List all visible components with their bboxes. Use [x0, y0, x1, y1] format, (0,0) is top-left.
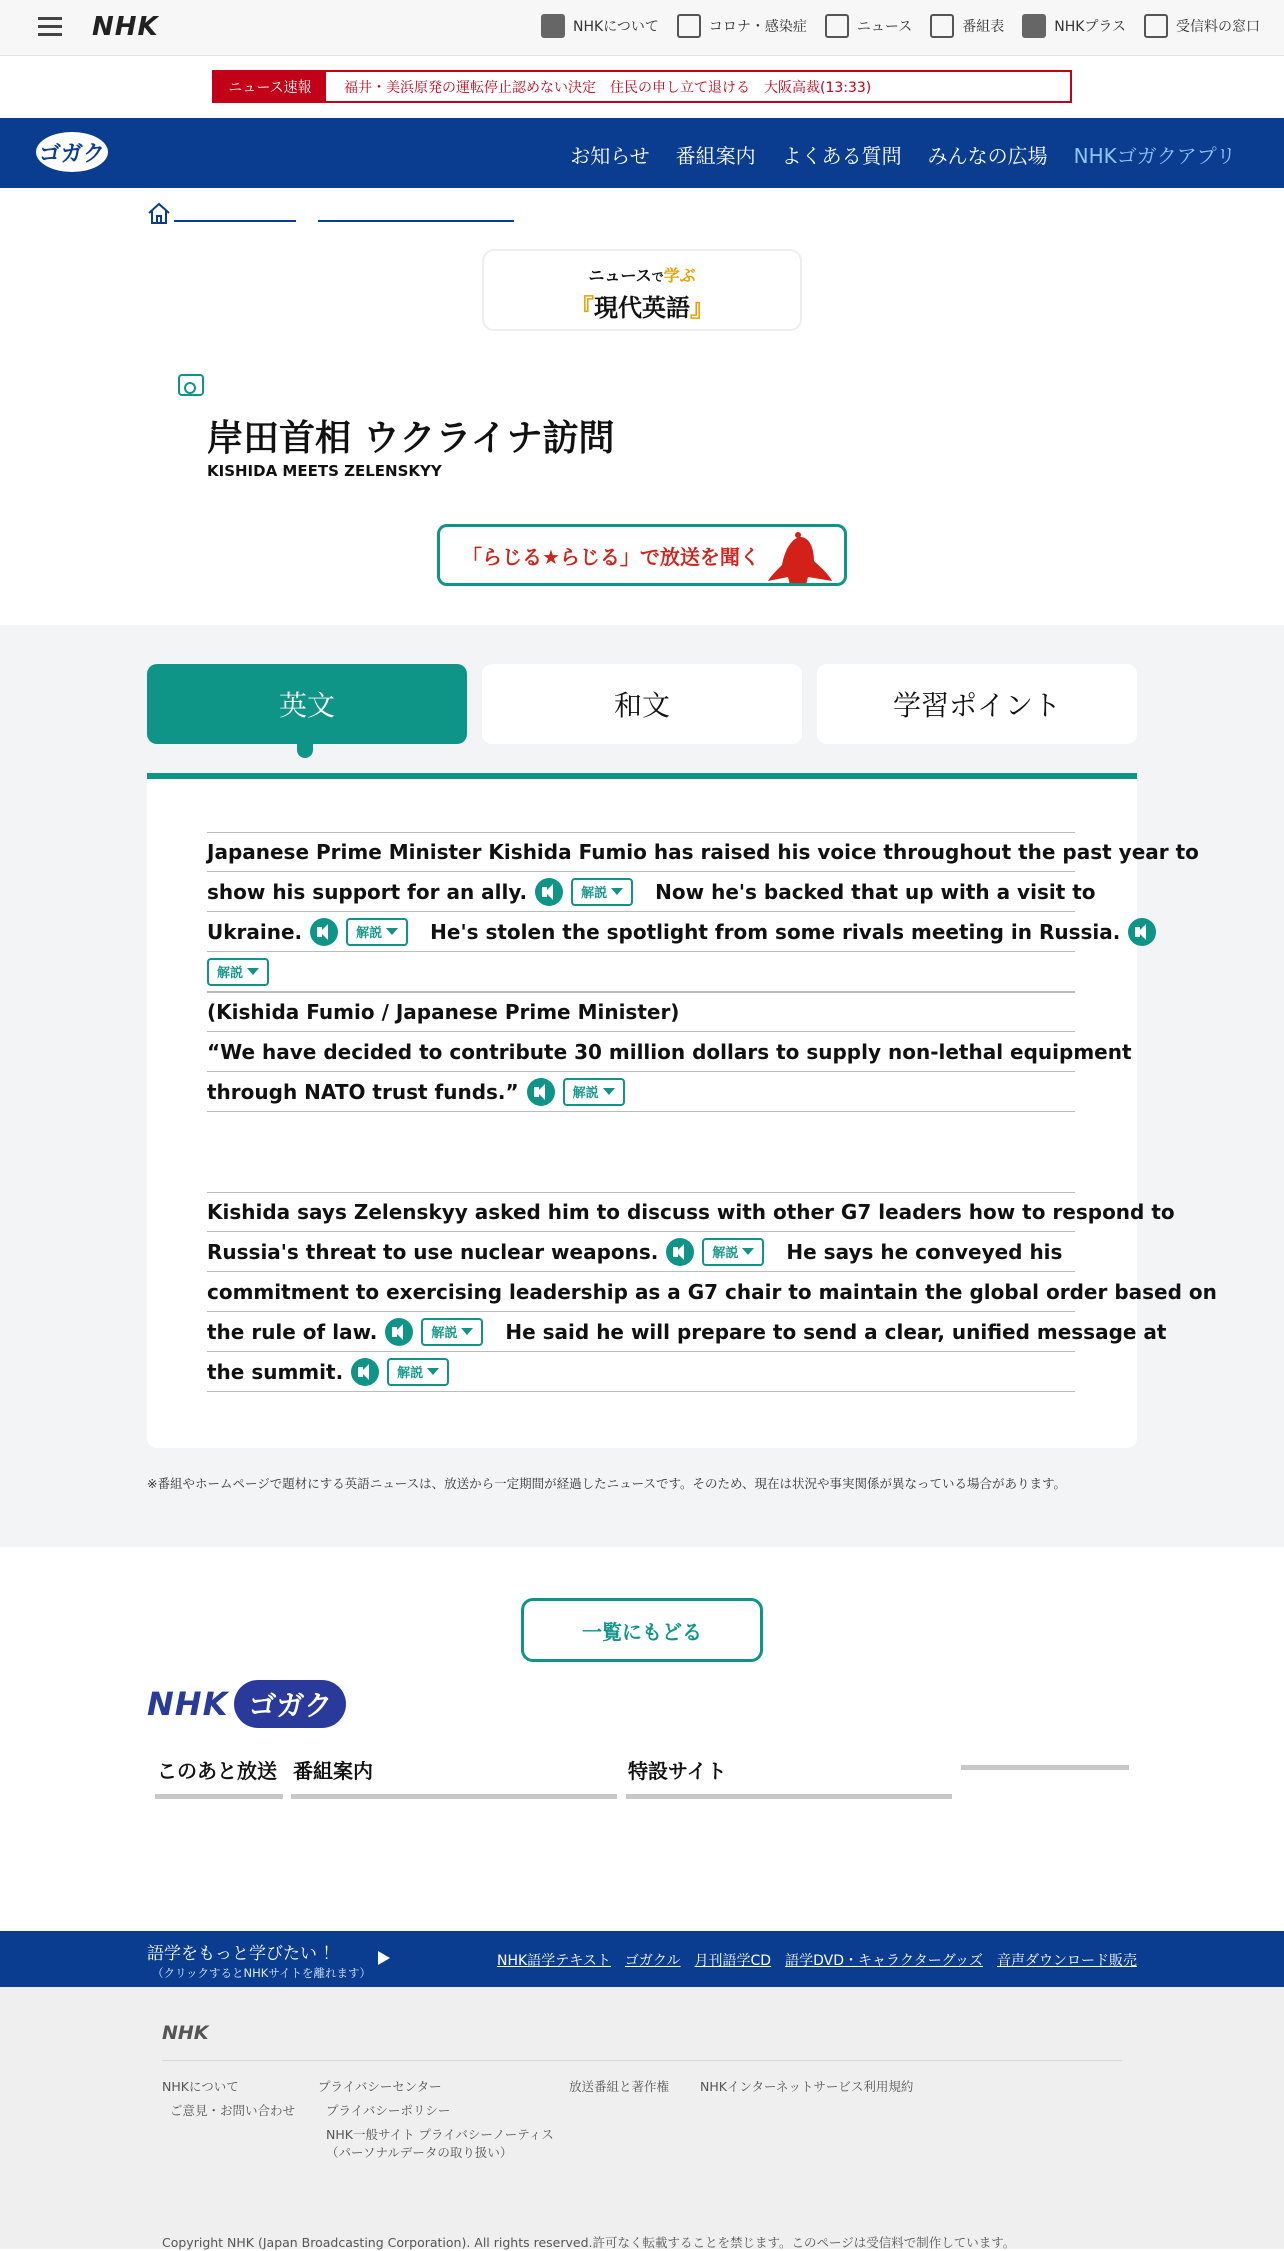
breaking-label: ニュース速報 — [214, 72, 326, 101]
main-nav — [570, 140, 1236, 169]
nav-news-info[interactable]: お知らせ — [570, 144, 650, 168]
topnav-news[interactable]: ニュース — [825, 14, 912, 38]
footer-link-about[interactable]: NHKについて — [162, 2079, 239, 2094]
play-audio-icon[interactable] — [666, 1238, 694, 1266]
nav-programs[interactable]: 番組案内 — [675, 144, 756, 168]
home-icon[interactable] — [146, 200, 172, 226]
tab-bar — [147, 664, 1137, 744]
explanation-toggle[interactable]: 解説 — [571, 878, 633, 906]
footer-tab-upcoming[interactable]: このあと放送 — [155, 1755, 283, 1799]
play-audio-icon[interactable] — [527, 1078, 555, 1106]
link-dvd-goods[interactable]: 語学DVD・キャラクターグッズ — [785, 1953, 983, 1969]
footer-link-privacy-center[interactable]: プライバシーセンター — [318, 2079, 442, 2094]
link-gogakuru[interactable]: ゴガクル — [624, 1953, 681, 1969]
explanation-toggle[interactable]: 解説 — [346, 918, 408, 946]
external-links — [497, 1950, 1137, 1970]
english-text-panel — [147, 773, 1217, 1448]
paragraph: Japanese Prime Minister Kishida Fumio has raised his voice throughout the past year to show his support for an ally. 解説 Now he's backed that up with a visit to Ukraine. 解説 He's stolen the spotlight from some rivals meeting in Russia. 解説 — [207, 832, 1075, 992]
fee-window-icon — [1144, 14, 1168, 38]
paragraph: Kishida says Zelenskyy asked him to discuss with other G7 leaders how to respond to Russia's threat to use nuclear weapons. 解説 He says he conveyed his commitment to exercising leadership as a G7 chair to maintain the global order based on the rule of law. 解説 He said he will prepare to send a clear, unified message at the summit. 解説 — [207, 1192, 1075, 1392]
explanation-toggle[interactable]: 解説 — [563, 1078, 625, 1106]
topnav-tv-guide[interactable]: 番組表 — [930, 14, 1004, 38]
footer-link-terms[interactable]: NHKインターネットサービス利用規約 — [700, 2079, 914, 2094]
play-audio-icon[interactable] — [535, 878, 563, 906]
breadcrumb — [146, 200, 514, 226]
language-learning-banner[interactable]: 語学をもっと学びたい ！ （クリックするとNHKサイトを離れます） NHK語学テキスト ゴガクル 月刊語学CD 語学DVD・キャラクターグッズ 音声ダウンロード販売 — [0, 1931, 1284, 1987]
breadcrumb-link[interactable] — [318, 220, 514, 222]
tv-guide-icon — [930, 14, 954, 38]
tab-japanese[interactable]: 和文 — [482, 664, 802, 744]
top-nav — [541, 14, 1260, 38]
explanation-toggle[interactable]: 解説 — [207, 958, 269, 986]
footer-link-privacy-notice[interactable]: NHK一般サイト プライバシーノーティス — [326, 2127, 554, 2142]
play-audio-icon[interactable] — [385, 1318, 413, 1346]
play-audio-icon[interactable] — [310, 918, 338, 946]
play-audio-icon[interactable] — [1128, 918, 1156, 946]
nav-app[interactable]: NHKゴガクアプリ — [1073, 144, 1236, 168]
news-icon — [825, 14, 849, 38]
disclaimer-note: ※番組やホームページで題材にする英語ニュースは、放送から一定期間が経過したニュースです。そのため、現在は状況や事実関係が異なっている場合があります。 — [147, 1476, 1066, 1491]
paragraph: (Kishida Fumio / Japanese Prime Minister) “We have decided to contribute 30 million dollars to supply non-lethal equipment through NATO trust funds.” 解説 — [207, 992, 1075, 1112]
nav-forum[interactable]: みんなの広場 — [927, 144, 1048, 168]
nhk-logo[interactable]: NHK — [92, 12, 159, 42]
nhk-box-icon — [541, 14, 565, 38]
link-audio-download[interactable]: 音声ダウンロード販売 — [997, 1953, 1137, 1969]
link-textbook[interactable]: NHK語学テキスト — [497, 1953, 611, 1969]
footer-nhk-logo[interactable]: NHK — [162, 2022, 209, 2044]
topnav-about[interactable]: NHKについて — [541, 14, 659, 38]
tab-english[interactable]: 英文 — [147, 664, 467, 744]
menu-icon[interactable] — [38, 17, 62, 37]
mascot-icon — [766, 531, 836, 585]
page-title: 岸田首相 ウクライナ訪問 — [207, 418, 615, 459]
main-header — [0, 118, 1284, 188]
link-monthly-cd[interactable]: 月刊語学CD — [694, 1953, 772, 1969]
nhk-plus-icon — [1022, 14, 1046, 38]
footer-link-privacy-policy[interactable]: プライバシーポリシー — [326, 2103, 451, 2118]
footer-link-copyright[interactable]: 放送番組と著作権 — [569, 2079, 670, 2094]
breaking-text[interactable]: 福井・美浜原発の運転停止認めない決定 住民の申し立て退ける 大阪高裁(13:33) — [344, 79, 872, 96]
page-subtitle: KISHIDA MEETS ZELENSKYY — [207, 462, 442, 480]
footer-link-contact[interactable]: ご意見・お問い合わせ — [170, 2103, 296, 2118]
topnav-corona[interactable]: コロナ・感染症 — [677, 14, 807, 38]
listen-radiru-button[interactable]: 「らじる★らじる」で放送を聞く — [437, 524, 847, 586]
radio-icon — [178, 374, 204, 396]
tab-learning-points[interactable]: 学習ポイント — [817, 664, 1137, 744]
play-audio-icon[interactable] — [351, 1358, 379, 1386]
footer-gogaku-logo[interactable]: NHK ゴガク — [147, 1680, 346, 1728]
back-to-list-button[interactable]: 一覧にもどる — [521, 1598, 763, 1662]
topnav-nhk-plus[interactable]: NHKプラス — [1022, 14, 1126, 38]
explanation-toggle[interactable]: 解説 — [421, 1318, 483, 1346]
corona-icon — [677, 14, 701, 38]
arrow-right-icon — [378, 1951, 390, 1965]
footer-divider — [162, 2060, 1122, 2061]
topnav-fee[interactable]: 受信料の窓口 — [1144, 14, 1260, 38]
footer-tab-programs[interactable]: 番組案内 — [291, 1755, 617, 1799]
footer-tab-extra[interactable] — [961, 1755, 1129, 1770]
series-logo[interactable]: ニュースで学ぶ 『現代英語』 — [482, 249, 802, 331]
gogaku-logo[interactable]: ゴガク — [36, 132, 108, 172]
explanation-toggle[interactable]: 解説 — [702, 1238, 764, 1266]
footer-tab-special[interactable]: 特設サイト — [626, 1755, 952, 1799]
breaking-news[interactable] — [212, 70, 1072, 103]
footer-link-personal-data[interactable]: （パーソナルデータの取り扱い） — [326, 2145, 513, 2160]
copyright: Copyright NHK (Japan Broadcasting Corporation). All rights reserved.許可なく転載することを禁じます。このページは受信料で制作しています。 — [162, 2235, 1016, 2250]
explanation-toggle[interactable]: 解説 — [387, 1358, 449, 1386]
top-bar — [0, 0, 1284, 56]
nav-faq[interactable]: よくある質問 — [781, 144, 902, 168]
breadcrumb-link[interactable] — [174, 220, 296, 222]
